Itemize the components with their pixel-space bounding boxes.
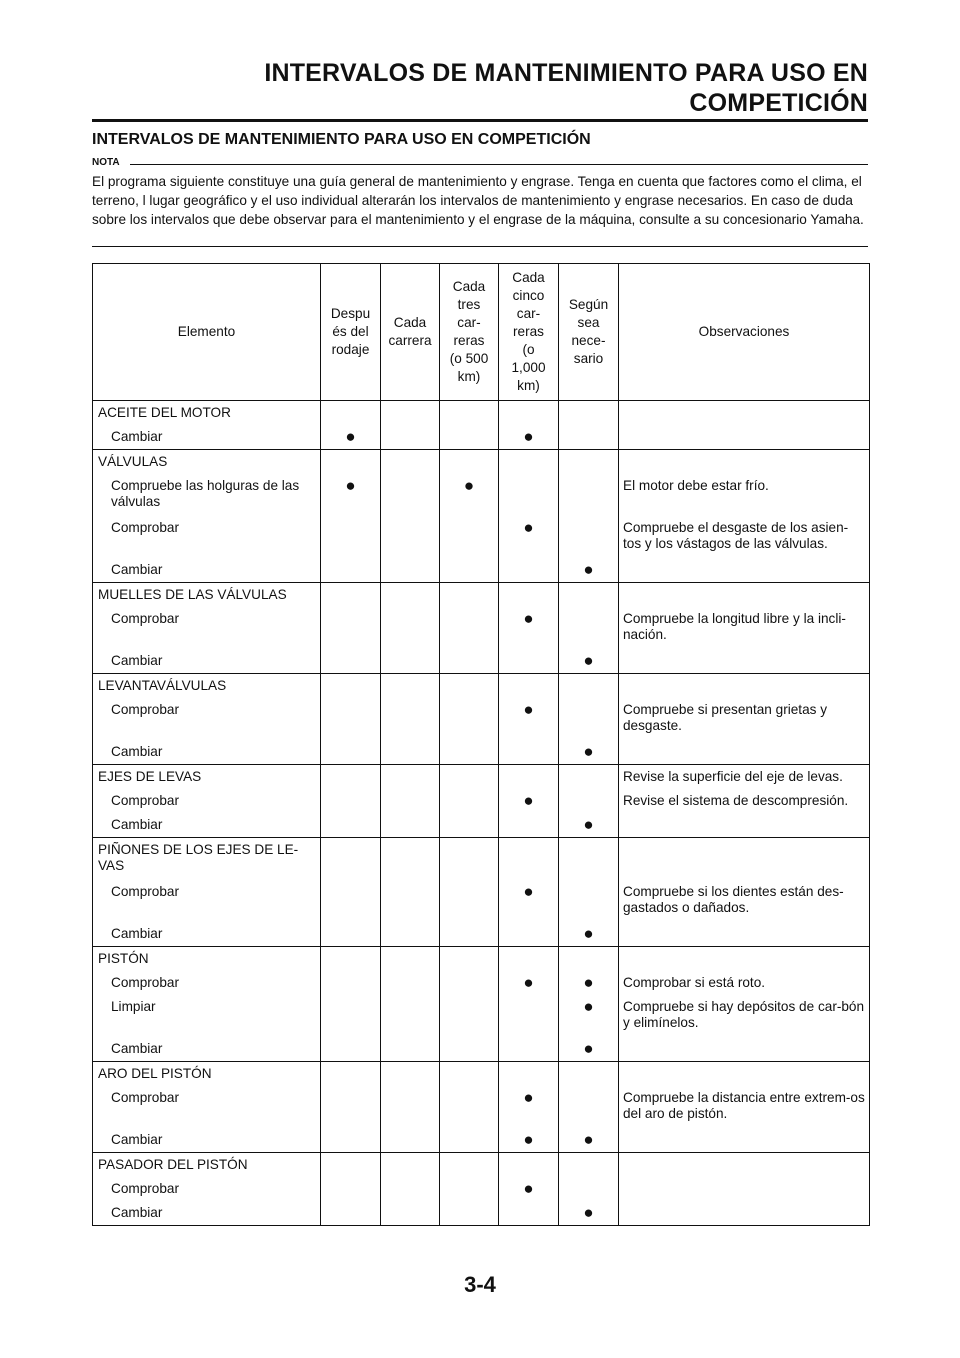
row-item: Comprobar	[111, 520, 179, 535]
row-observation: Compruebe la distancia entre extrem-os del aro de pistón.	[623, 1090, 865, 1121]
row-category: LEVANTAVÁLVULAS	[98, 678, 227, 693]
row-observation: Compruebe la longitud libre y la incli-nación.	[623, 611, 846, 642]
row-item: Cambiar	[111, 1205, 163, 1220]
marker: ●	[583, 651, 594, 670]
table-row-piston	[93, 947, 870, 1062]
marker: ●	[583, 1130, 594, 1149]
table-row-pasador-piston	[93, 1153, 870, 1226]
nota-label: NOTA	[92, 157, 120, 168]
header-title-line1: INTERVALOS DE MANTENIMIENTO PARA USO EN	[264, 59, 868, 87]
table-header-row	[93, 264, 870, 401]
row-category: ACEITE DEL MOTOR	[98, 405, 231, 420]
header-rule	[92, 119, 868, 122]
header-title-line2: COMPETICIÓN	[689, 89, 868, 117]
row-item: Comprobar	[111, 1090, 179, 1105]
row-item: Cambiar	[111, 429, 163, 444]
row-item: Comprobar	[111, 884, 179, 899]
table-row-levantavalvulas	[93, 674, 870, 765]
header-cada-cinco-carreras: Cada cinco car- reras (o 1,000 km)	[499, 264, 559, 401]
header-segun-sea-necesario: Según sea nece- sario	[559, 264, 619, 401]
marker: ●	[523, 791, 534, 810]
table-row-valvulas	[93, 450, 870, 583]
row-item: Limpiar	[111, 999, 156, 1014]
header-despues-rodaje: Despu és del rodaje	[321, 264, 381, 401]
row-item: Cambiar	[111, 744, 163, 759]
nota-bottom-rule	[92, 246, 868, 247]
table-row-aro-piston	[93, 1062, 870, 1153]
row-observation: Compruebe si hay depósitos de car-bón y elimínelos.	[623, 999, 865, 1030]
row-item: Comprobar	[111, 702, 179, 717]
row-item: Cambiar	[111, 653, 163, 668]
row-item: Comprobar	[111, 1181, 179, 1196]
header-elemento: Elemento	[93, 264, 321, 401]
row-item: Cambiar	[111, 817, 163, 832]
marker: ●	[523, 609, 534, 628]
maintenance-table	[92, 263, 870, 1226]
row-observation: Compruebe si presentan grietas y desgaste.	[623, 702, 828, 733]
marker: ●	[523, 427, 534, 446]
row-item: Cambiar	[111, 1132, 163, 1147]
table-row-muelles-valvulas	[93, 583, 870, 674]
row-item: Comprobar	[111, 793, 179, 808]
marker: ●	[523, 973, 534, 992]
row-category: MUELLES DE LAS VÁLVULAS	[98, 587, 287, 602]
header-cada-carrera: Cada carrera	[381, 264, 440, 401]
table-row-ejes-levas	[93, 765, 870, 838]
row-observation: Comprobar si está roto.	[623, 975, 766, 990]
section-title: INTERVALOS DE MANTENIMIENTO PARA USO EN COMPETICIÓN	[92, 131, 591, 148]
row-category: ARO DEL PISTÓN	[98, 1066, 212, 1081]
row-observation: Compruebe si los dientes están des-gastados o dañados.	[623, 884, 844, 915]
marker: ●	[583, 997, 594, 1016]
marker: ●	[583, 815, 594, 834]
row-observation: El motor debe estar frío.	[623, 478, 769, 493]
marker: ●	[523, 700, 534, 719]
row-item: Cambiar	[111, 562, 163, 577]
row-category: VÁLVULAS	[98, 454, 168, 469]
marker: ●	[523, 1130, 534, 1149]
nota-rule	[130, 164, 868, 165]
row-item: Compruebe las holguras de las válvulas	[111, 478, 300, 509]
header-observaciones: Observaciones	[619, 264, 870, 401]
marker: ●	[583, 973, 594, 992]
marker: ●	[345, 427, 356, 446]
table-row-aceite-motor	[93, 401, 870, 450]
nota-text: El programa siguiente constituye una guía general de mantenimiento y engrase. Tenga en cuenta que factores como el clima, el terreno, l lugar geográfico y el uso individual alterarán los intervalos de mantenimiento y engrase necesarios. En caso de duda sobre los intervalos que debe observar para el mantenimiento y el engrase de la máquina, consulte a su concesionario Yamaha.	[92, 174, 864, 227]
page-number: 3-4	[464, 1272, 496, 1297]
marker: ●	[345, 476, 356, 495]
row-item: Cambiar	[111, 1041, 163, 1056]
row-observation: Revise el sistema de descompresión.	[623, 793, 849, 808]
row-category: PASADOR DEL PISTÓN	[98, 1157, 248, 1172]
marker: ●	[523, 518, 534, 537]
row-category: PIÑONES DE LOS EJES DE LE-VAS	[98, 842, 299, 873]
page-header-title	[264, 58, 868, 118]
marker: ●	[463, 476, 475, 495]
marker: ●	[523, 882, 534, 901]
marker: ●	[583, 560, 594, 579]
row-item: Cambiar	[111, 926, 163, 941]
marker: ●	[583, 1203, 594, 1222]
marker: ●	[583, 742, 594, 761]
table-row-pinones-ejes-levas	[93, 838, 870, 947]
row-category: EJES DE LEVAS	[98, 769, 202, 784]
row-item: Comprobar	[111, 975, 179, 990]
header-cada-tres-carreras: Cada tres car- reras (o 500 km)	[440, 264, 499, 401]
row-observation: Compruebe el desgaste de los asien-tos y los vástagos de las válvulas.	[623, 520, 849, 551]
marker: ●	[523, 1179, 534, 1198]
row-category: PISTÓN	[98, 951, 149, 966]
marker: ●	[583, 924, 594, 943]
marker: ●	[583, 1039, 594, 1058]
marker: ●	[523, 1088, 534, 1107]
row-observation: Revise la superficie del eje de levas.	[623, 769, 843, 784]
row-item: Comprobar	[111, 611, 179, 626]
